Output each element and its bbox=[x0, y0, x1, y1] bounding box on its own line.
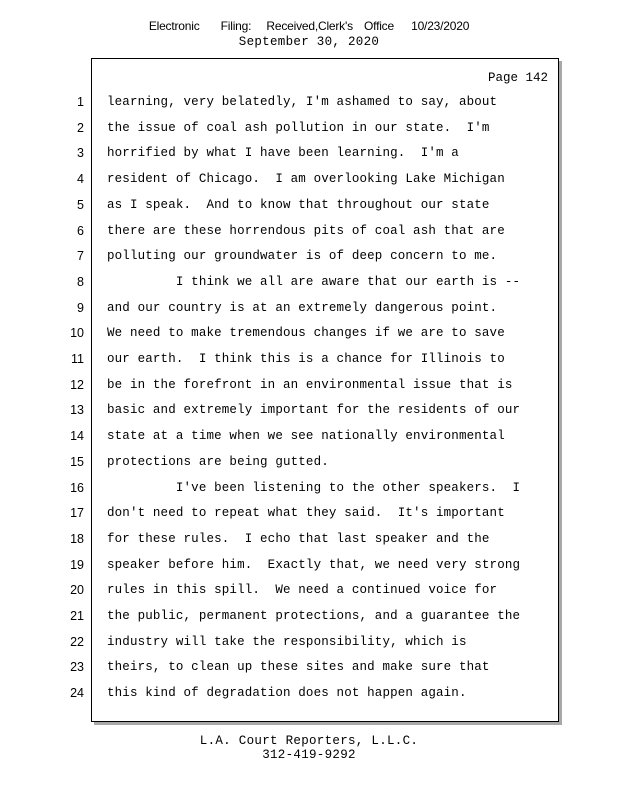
stamp-word: 10/23/2020 bbox=[411, 19, 470, 33]
line-text: as I speak. And to know that throughout our state bbox=[107, 197, 490, 212]
line-number: 4 bbox=[77, 172, 84, 187]
transcript-line bbox=[0, 683, 618, 703]
line-number: 2 bbox=[77, 120, 84, 135]
transcript-line bbox=[0, 272, 618, 292]
line-text: protections are being gutted. bbox=[107, 454, 329, 469]
transcript-line bbox=[0, 632, 618, 652]
line-text: We need to make tremendous changes if we are to save bbox=[107, 326, 505, 341]
line-text: rules in this spill. We need a continued voice for bbox=[107, 583, 498, 598]
line-number: 17 bbox=[70, 506, 84, 521]
line-text: the public, permanent protections, and a guarantee the bbox=[107, 609, 521, 623]
line-text: horrified by what I have been learning. I'm a bbox=[107, 146, 459, 161]
transcript-line bbox=[0, 580, 618, 600]
stamp-word: Filing: bbox=[220, 19, 252, 33]
transcript-line bbox=[0, 529, 618, 549]
line-text: industry will take the responsibility, which is bbox=[107, 634, 467, 649]
filing-stamp bbox=[0, 19, 618, 33]
line-number: 15 bbox=[70, 454, 84, 469]
line-text: learning, very belatedly, I'm ashamed to say, about bbox=[107, 95, 498, 109]
line-number: 14 bbox=[70, 429, 84, 444]
transcript-line bbox=[0, 298, 618, 318]
line-number: 18 bbox=[70, 531, 84, 546]
line-text: I've been listening to the other speakers. I bbox=[107, 480, 521, 495]
line-text: for these rules. I echo that last speaker and the bbox=[107, 531, 490, 546]
line-number: 21 bbox=[70, 609, 84, 623]
transcript-line bbox=[0, 92, 618, 112]
line-number: 9 bbox=[77, 300, 84, 315]
stamp-word: Electronic bbox=[148, 19, 200, 33]
transcript-line bbox=[0, 452, 618, 472]
reporter-company: L.A. Court Reporters, L.L.C. bbox=[199, 734, 419, 748]
line-number: 3 bbox=[77, 146, 84, 161]
line-number: 10 bbox=[70, 326, 84, 341]
transcript-line bbox=[0, 323, 618, 343]
line-text: I think we all are aware that our earth is -- bbox=[107, 274, 521, 289]
line-number: 6 bbox=[77, 223, 84, 238]
line-number: 23 bbox=[70, 660, 84, 675]
line-number: 8 bbox=[77, 274, 84, 289]
transcript-date: September 30, 2020 bbox=[238, 35, 380, 49]
line-text: don't need to repeat what they said. It's important bbox=[107, 506, 505, 521]
stamp-word: Office bbox=[364, 19, 394, 33]
line-number: 11 bbox=[71, 352, 84, 366]
line-text: and our country is at an extremely dangerous point. bbox=[107, 300, 498, 315]
line-text: the issue of coal ash pollution in our state. I'm bbox=[107, 120, 490, 135]
line-text: basic and extremely important for the residents of our bbox=[107, 403, 521, 418]
line-number: 24 bbox=[70, 686, 84, 701]
transcript-line bbox=[0, 169, 618, 189]
line-text: polluting our groundwater is of deep concern to me. bbox=[107, 249, 498, 264]
stamp-word: Received,Clerk's bbox=[266, 19, 353, 33]
transcript-line bbox=[0, 478, 618, 498]
line-number: 1 bbox=[77, 95, 84, 109]
line-text: theirs, to clean up these sites and make sure that bbox=[107, 660, 490, 675]
line-text: there are these horrendous pits of coal ash that are bbox=[107, 223, 505, 238]
line-number: 20 bbox=[70, 583, 84, 598]
transcript-line bbox=[0, 349, 618, 369]
line-text: this kind of degradation does not happen again. bbox=[107, 686, 467, 701]
transcript-line bbox=[0, 195, 618, 215]
transcript-line bbox=[0, 246, 618, 266]
transcript-line bbox=[0, 221, 618, 241]
transcript-line bbox=[0, 375, 618, 395]
line-text: be in the forefront in an environmental issue that is bbox=[107, 377, 513, 392]
line-number: 12 bbox=[70, 377, 84, 392]
transcript-line bbox=[0, 426, 618, 446]
page-number-label: Page 142 bbox=[487, 71, 548, 85]
transcript-line bbox=[0, 118, 618, 138]
line-number: 7 bbox=[77, 249, 84, 264]
transcript-line bbox=[0, 657, 618, 677]
transcript-line bbox=[0, 606, 618, 626]
transcript-line bbox=[0, 400, 618, 420]
line-number: 5 bbox=[77, 197, 84, 212]
reporter-phone: 312-419-9292 bbox=[262, 748, 356, 762]
transcript-line bbox=[0, 143, 618, 163]
line-number: 16 bbox=[70, 480, 84, 495]
line-number: 22 bbox=[70, 634, 84, 649]
line-text: speaker before him. Exactly that, we need very strong bbox=[107, 557, 521, 572]
transcript-line bbox=[0, 503, 618, 523]
line-text: resident of Chicago. I am overlooking Lake Michigan bbox=[107, 172, 505, 187]
line-number: 19 bbox=[70, 557, 84, 572]
line-text: our earth. I think this is a chance for Illinois to bbox=[107, 352, 505, 366]
line-text: state at a time when we see nationally environmental bbox=[107, 429, 505, 444]
transcript-line bbox=[0, 555, 618, 575]
line-number: 13 bbox=[70, 403, 84, 418]
